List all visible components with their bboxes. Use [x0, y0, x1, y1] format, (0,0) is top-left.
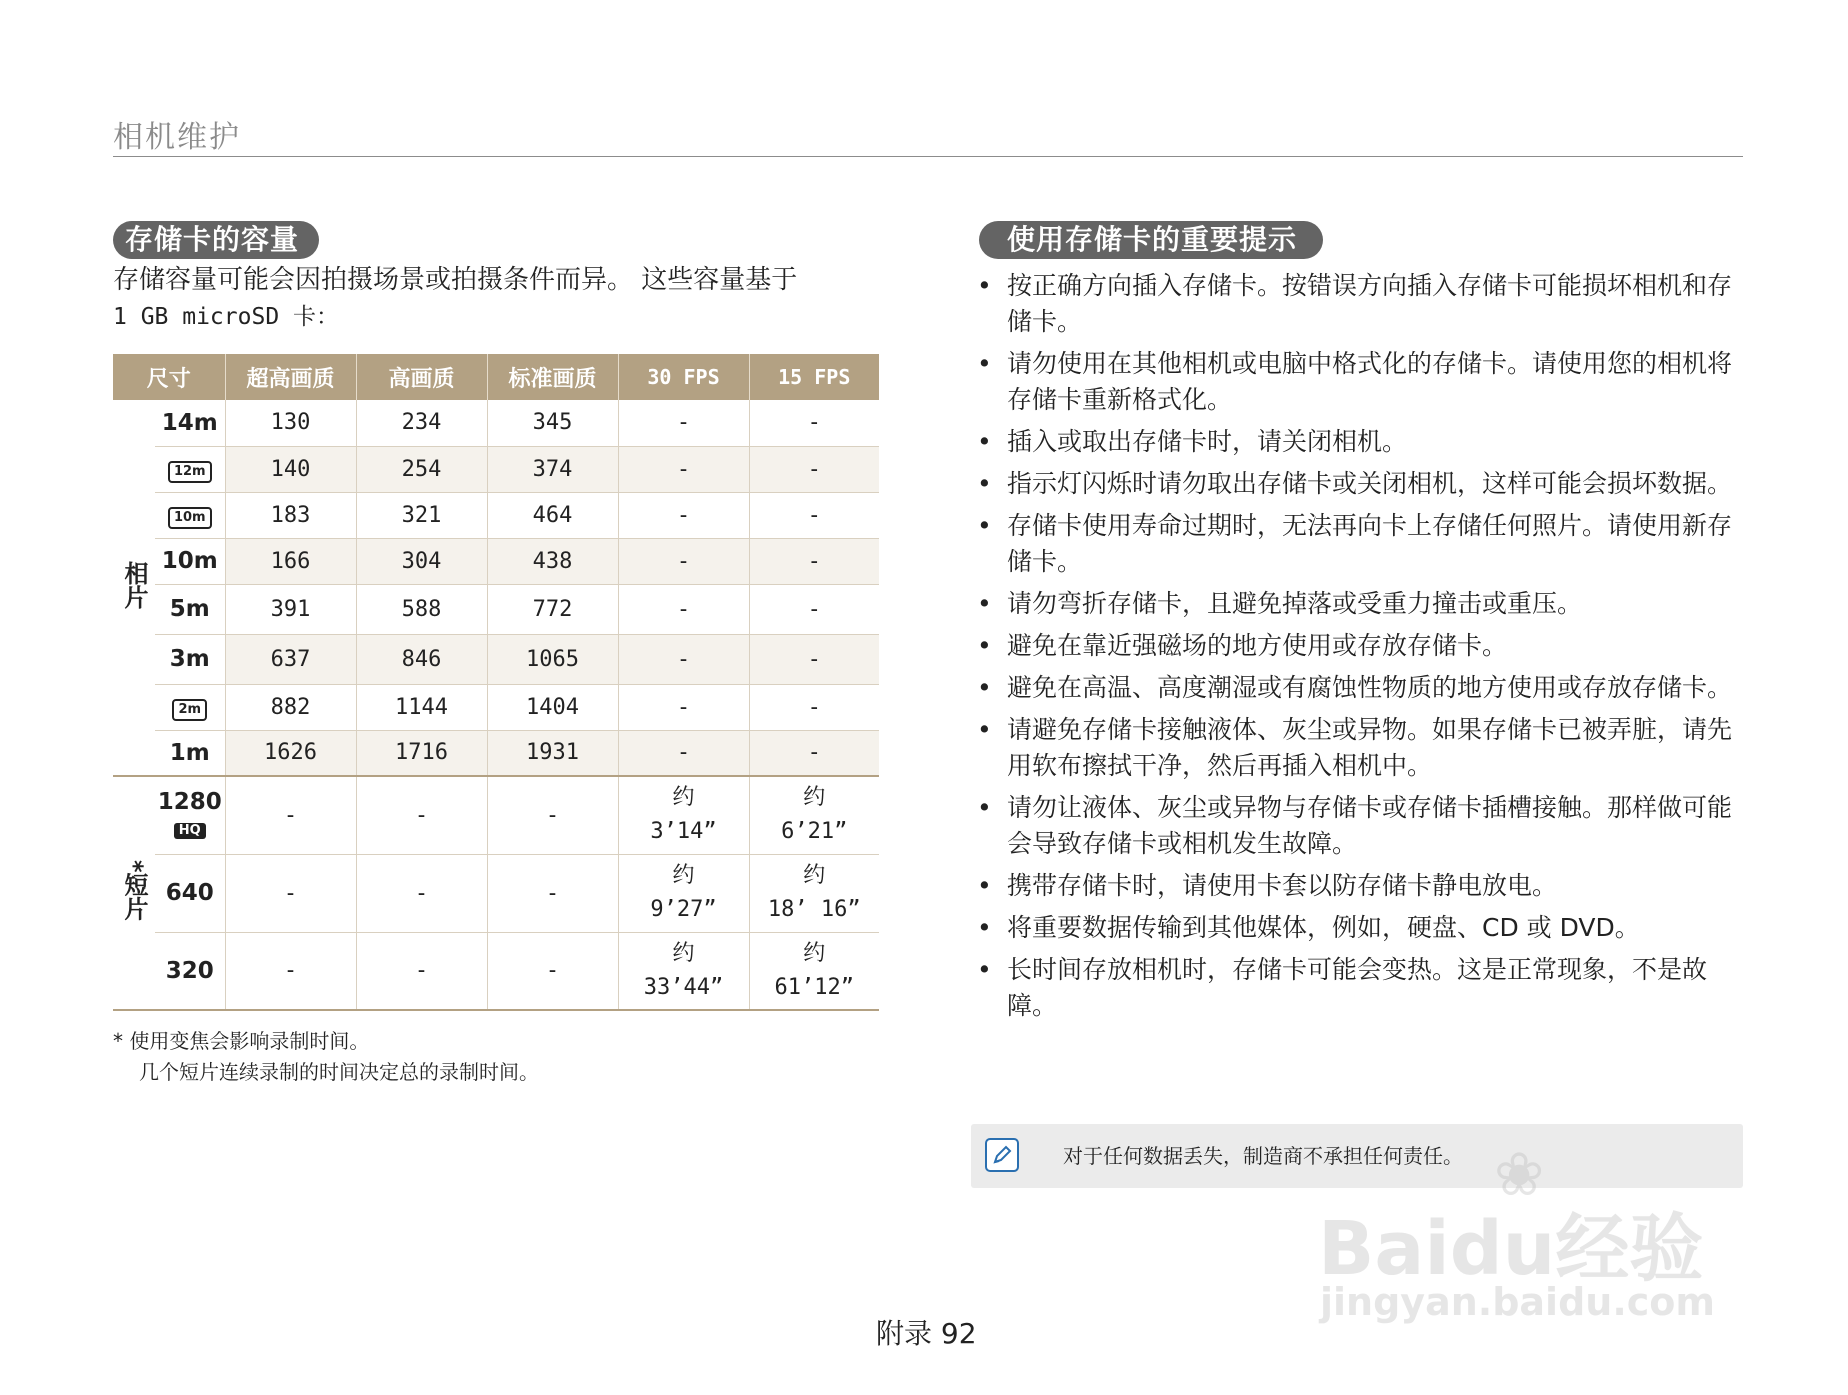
- table-row: [113, 492, 879, 538]
- table-cell: 345: [487, 400, 618, 446]
- table-row: [113, 446, 879, 492]
- list-item: • 携带存储卡时，请使用卡套以防存储卡静电放电。: [971, 868, 1733, 904]
- table-row: [113, 932, 879, 1010]
- baidu-watermark: [1318, 1140, 1748, 1340]
- table-header-row: [113, 354, 879, 400]
- table-cell: -: [749, 538, 879, 584]
- video-640-icon: 640: [155, 854, 225, 932]
- table-cell: 772: [487, 584, 618, 634]
- table-cell: -: [749, 492, 879, 538]
- table-cell: 254: [356, 446, 487, 492]
- size-12m-wide-icon: 12m: [155, 446, 225, 492]
- table-cell: -: [618, 584, 749, 634]
- table-cell: -: [618, 730, 749, 776]
- col-header-size: 尺寸: [113, 354, 225, 400]
- intro-line-2: 1 GB microSD 卡：: [113, 304, 340, 330]
- table-row: [113, 854, 879, 932]
- table-cell: -: [487, 776, 618, 854]
- table-cell: -: [749, 446, 879, 492]
- table-cell: 588: [356, 584, 487, 634]
- col-header-30fps: 30 FPS: [618, 354, 749, 400]
- header-divider: [113, 156, 1743, 157]
- watermark-sub-text: jingyan.baidu.com: [1320, 1280, 1715, 1324]
- table-cell: 391: [225, 584, 356, 634]
- list-item: • 将重要数据传输到其他媒体，例如，硬盘、CD 或 DVD。: [971, 910, 1733, 946]
- paw-icon: ❀: [1494, 1140, 1545, 1210]
- table-cell: -: [618, 400, 749, 446]
- table-cell: -: [225, 776, 356, 854]
- table-cell: 637: [225, 634, 356, 684]
- intro-line-1: 存储容量可能会因拍摄场景或拍摄条件而异。 这些容量基于: [113, 265, 798, 295]
- table-row: [113, 730, 879, 776]
- size-10m-wide-icon: 10m: [155, 492, 225, 538]
- table-cell: 约 3’14”: [618, 776, 749, 854]
- size-14m-icon: 14m: [155, 400, 225, 446]
- table-cell: -: [487, 854, 618, 932]
- table-cell: -: [749, 634, 879, 684]
- table-row: [113, 634, 879, 684]
- size-2m-wide-icon: 2m: [155, 684, 225, 730]
- list-item: • 指示灯闪烁时请勿取出存储卡或关闭相机，这样可能会损坏数据。: [971, 466, 1733, 502]
- video-320-icon: 320: [155, 932, 225, 1010]
- table-row: [113, 400, 879, 446]
- table-cell: -: [618, 538, 749, 584]
- table-cell: 464: [487, 492, 618, 538]
- list-item: • 长时间存放相机时，存储卡可能会变热。这是正常现象，不是故障。: [971, 952, 1733, 1024]
- list-item: • 请勿弯折存储卡，且避免掉落或受重力撞击或重压。: [971, 586, 1733, 622]
- watermark-main-text: Baidu经验: [1318, 1206, 1704, 1292]
- col-header-normal: 标准画质: [487, 354, 618, 400]
- table-row: [113, 584, 879, 634]
- list-item: • 插入或取出存储卡时，请关闭相机。: [971, 424, 1733, 460]
- video-group-label: *短片: [113, 776, 155, 1010]
- list-item: • 请避免存储卡接触液体、灰尘或异物。如果存储卡已被弄脏，请先用软布擦拭干净，然后再插入相机中。: [971, 712, 1733, 784]
- table-cell: -: [618, 446, 749, 492]
- table-cell: 140: [225, 446, 356, 492]
- table-cell: -: [749, 584, 879, 634]
- tips-list: [971, 268, 1733, 1030]
- size-3m-icon: 3m: [155, 634, 225, 684]
- table-cell: 882: [225, 684, 356, 730]
- note-pencil-icon: [985, 1138, 1019, 1172]
- photo-group-label: 相片: [113, 400, 155, 776]
- list-item: • 请勿使用在其他相机或电脑中格式化的存储卡。请使用您的相机将存储卡重新格式化。: [971, 346, 1733, 418]
- table-cell: 1144: [356, 684, 487, 730]
- table-cell: 438: [487, 538, 618, 584]
- table-footnote: [113, 1026, 539, 1088]
- table-cell: -: [225, 854, 356, 932]
- table-row: [113, 684, 879, 730]
- table-row: [113, 538, 879, 584]
- size-10m-icon: 10m: [155, 538, 225, 584]
- table-cell: 1404: [487, 684, 618, 730]
- table-cell: 约 61’12”: [749, 932, 879, 1010]
- table-cell: 321: [356, 492, 487, 538]
- table-cell: -: [618, 492, 749, 538]
- list-item: • 存储卡使用寿命过期时，无法再向卡上存储任何照片。请使用新存储卡。: [971, 508, 1733, 580]
- table-cell: -: [356, 932, 487, 1010]
- footnote-line-1: * 使用变焦会影响录制时间。: [113, 1029, 370, 1053]
- capacity-table: [113, 354, 879, 1011]
- table-cell: 130: [225, 400, 356, 446]
- col-header-superfine: 超高画质: [225, 354, 356, 400]
- table-cell: 约 33’44”: [618, 932, 749, 1010]
- video-1280-hq-icon: 1280 HQ: [155, 776, 225, 854]
- table-cell: 约 18’ 16”: [749, 854, 879, 932]
- list-item: • 避免在靠近强磁场的地方使用或存放存储卡。: [971, 628, 1733, 664]
- list-item: • 按正确方向插入存储卡。按错误方向插入存储卡可能损坏相机和存储卡。: [971, 268, 1733, 340]
- footnote-line-2: 几个短片连续录制的时间决定总的录制时间。: [139, 1060, 539, 1084]
- table-cell: -: [749, 730, 879, 776]
- table-cell: -: [225, 932, 356, 1010]
- table-cell: 234: [356, 400, 487, 446]
- tips-section-heading: 使用存储卡的重要提示: [979, 221, 1323, 259]
- capacity-section-heading: 存储卡的容量: [113, 221, 319, 259]
- table-cell: 约 6’21”: [749, 776, 879, 854]
- table-cell: 183: [225, 492, 356, 538]
- table-cell: -: [487, 932, 618, 1010]
- table-cell: 166: [225, 538, 356, 584]
- table-cell: 304: [356, 538, 487, 584]
- note-text: 对于任何数据丢失，制造商不承担任何责任。: [1063, 1144, 1463, 1168]
- list-item: • 请勿让液体、灰尘或异物与存储卡或存储卡插槽接触。那样做可能会导致存储卡或相机发生故障。: [971, 790, 1733, 862]
- list-item: • 避免在高温、高度潮湿或有腐蚀性物质的地方使用或存放存储卡。: [971, 670, 1733, 706]
- table-cell: 1065: [487, 634, 618, 684]
- size-1m-icon: 1m: [155, 730, 225, 776]
- table-cell: 374: [487, 446, 618, 492]
- col-header-fine: 高画质: [356, 354, 487, 400]
- table-cell: 约 9’27”: [618, 854, 749, 932]
- table-cell: 1716: [356, 730, 487, 776]
- table-cell: -: [749, 400, 879, 446]
- table-cell: 1626: [225, 730, 356, 776]
- table-cell: -: [749, 684, 879, 730]
- table-cell: -: [356, 854, 487, 932]
- table-cell: -: [618, 634, 749, 684]
- page-section-title: 相机维护: [113, 120, 241, 155]
- capacity-intro: [113, 262, 893, 336]
- page-number: 附录 92: [876, 1317, 977, 1350]
- table-cell: -: [618, 684, 749, 730]
- size-5m-icon: 5m: [155, 584, 225, 634]
- col-header-15fps: 15 FPS: [749, 354, 879, 400]
- table-row: [113, 776, 879, 854]
- table-cell: 846: [356, 634, 487, 684]
- table-cell: -: [356, 776, 487, 854]
- table-cell: 1931: [487, 730, 618, 776]
